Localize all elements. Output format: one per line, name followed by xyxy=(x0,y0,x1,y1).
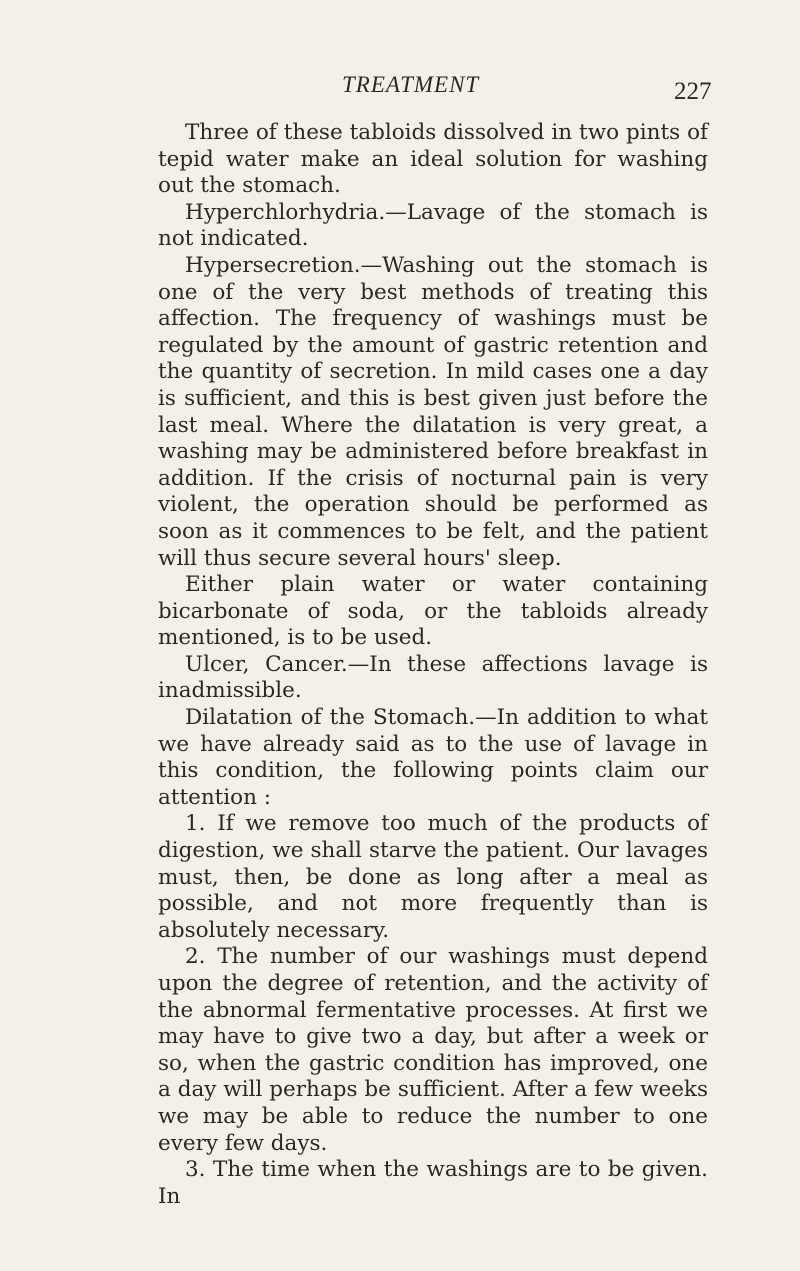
paragraph xyxy=(158,120,708,200)
paragraph xyxy=(158,652,708,705)
page-number: 227 xyxy=(674,78,712,105)
body-text xyxy=(158,120,708,1210)
page-header xyxy=(0,72,800,108)
paragraph-text: —Lavage of the stomach is not indicated. xyxy=(158,199,708,252)
paragraph-text: 3. The time when the washings are to be given. In xyxy=(158,1157,708,1209)
numbered-point xyxy=(158,944,708,1157)
paragraph xyxy=(158,705,708,811)
paragraph xyxy=(158,200,708,253)
section-heading: Hyperchlorhydria. xyxy=(185,199,386,225)
paragraph-text: Either plain water or water containing bicarbonate of soda, or the tabloids already mentioned, is to be used. xyxy=(158,572,708,651)
numbered-point xyxy=(158,811,708,944)
paragraph xyxy=(158,572,708,652)
numbered-point xyxy=(158,1157,708,1210)
paragraph-text: —In addition to what we have already said as to the use of lavage in this condition, the following points claim our attention : xyxy=(158,705,708,810)
section-heading: Dilatation of the Stomach. xyxy=(185,705,476,731)
running-title: TREATMENT xyxy=(342,72,480,97)
section-heading: Ulcer, Cancer. xyxy=(185,651,348,677)
paragraph-text: 2. The number of our washings must depend upon the degree of retention, and the activity of the abnormal fermentative processes. At first we may have to give two a day, but after a week or so, when the gastric condition has improved, one a day will perhaps be sufficient. After a few weeks we may be able to reduce the number to one every few days. xyxy=(158,944,708,1156)
paragraph-text: —In these affections lavage is inadmissible. xyxy=(158,651,708,704)
section-heading: Hypersecretion. xyxy=(185,252,361,278)
paragraph-text: —Washing out the stomach is one of the very best methods of treating this affection. The frequency of washings must be regulated by the amount of gastric retention and the quantity of secretion. In mild cases one a day is sufficient, and this is best given just before the last meal. Where the dilatation is very great, a washing may be administered before breakfast in addition. If the crisis of nocturnal pain is very violent, the operation should be performed as soon as it commences to be felt, and the patient will thus secure several hours' sleep. xyxy=(158,252,708,571)
paragraph xyxy=(158,253,708,572)
paragraph-text: 1. If we remove too much of the products of digestion, we shall starve the patient. Our lavages must, then, be done as long after a meal as possible, and not more frequently than is absolutely necessary. xyxy=(158,811,708,943)
paragraph-text: Three of these tabloids dissolved in two pints of tepid water make an ideal solution for washing out the stomach. xyxy=(158,120,708,199)
